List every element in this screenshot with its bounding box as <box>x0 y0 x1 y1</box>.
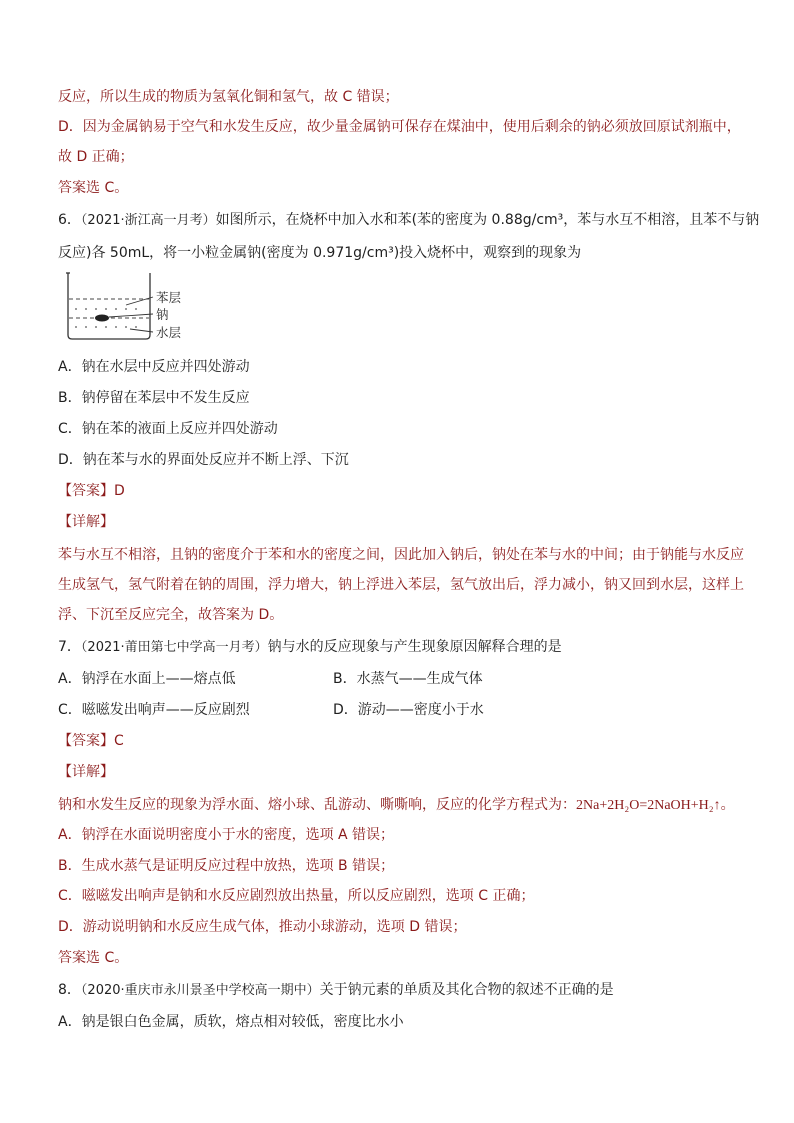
question-6-stem <box>58 210 759 231</box>
detail-heading: 【详解】 <box>58 514 114 530</box>
question-text: 如图所示，在烧杯中加入水和苯(苯的密度为 0.88g/cm³，苯与水互不相溶，且苯不与钠 <box>215 212 760 228</box>
option: A．钠浮在水面上——熔点低 <box>58 671 236 687</box>
question-number: 8． <box>58 982 81 998</box>
detail-line <box>58 795 735 816</box>
option: A．钠在水层中反应并四处游动 <box>58 359 250 375</box>
detail-line: C．嗞嗞发出响声是钠和水反应剧烈放出热量，所以反应剧烈，选项 C 正确； <box>58 888 535 904</box>
detail-line: 苯与水互不相溶，且钠的密度介于苯和水的密度之间，因此加入钠后，钠处在苯与水的中间；由于钠能与水反应 <box>58 547 744 563</box>
label-sodium: 钠 <box>156 307 169 322</box>
detail-line: 生成氢气，氢气附着在钠的周围，浮力增大，钠上浮进入苯层，氢气放出后，浮力减小，钠又回到水层，这样上 <box>58 577 744 593</box>
question-number: 7． <box>58 639 81 655</box>
answer-choice: 答案选 C。 <box>58 950 129 966</box>
beaker-figure <box>64 271 154 343</box>
answer-choice: 答案选 C。 <box>58 180 129 196</box>
detail-heading: 【详解】 <box>58 764 114 780</box>
chemical-equation: 2Na+2H₂O=2NaOH+H₂↑。 <box>576 798 735 813</box>
detail-text: 钠和水发生反应的现象为浮水面、熔小球、乱游动、嘶嘶响，反应的化学方程式为： <box>58 797 576 813</box>
detail-line: A．钠浮在水面说明密度小于水的密度，选项 A 错误； <box>58 827 395 843</box>
sodium-pointer <box>109 314 153 317</box>
detail-line: D．游动说明钠和水反应生成气体，推动小球游动，选项 D 错误； <box>58 919 467 935</box>
beaker-outline <box>68 273 150 339</box>
benzene-layer-dots <box>75 308 137 310</box>
label-water-layer: 水层 <box>156 325 182 340</box>
sodium-piece <box>95 315 109 322</box>
option: C．钠在苯的液面上反应并四处游动 <box>58 421 278 437</box>
question-source: （2021·莆田第七中学高一月考） <box>80 640 268 655</box>
option: C．嗞嗞发出响声——反应剧烈 <box>58 702 250 718</box>
solution-line: 反应，所以生成的物质为氢氧化铜和氢气，故 C 错误； <box>58 89 399 105</box>
water-layer-dots <box>75 326 137 328</box>
option: B．水蒸气——生成气体 <box>333 671 483 687</box>
detail-line: B．生成水蒸气是证明反应过程中放热，选项 B 错误； <box>58 858 395 874</box>
question-7-stem <box>58 637 562 658</box>
answer: 【答案】C <box>58 733 124 749</box>
option: D．钠在苯与水的界面处反应并不断上浮、下沉 <box>58 452 349 468</box>
option: D．游动——密度小于水 <box>333 702 484 718</box>
solution-line: 故 D 正确； <box>58 149 134 165</box>
question-text: 钠与水的反应现象与产生现象原因解释合理的是 <box>267 639 562 655</box>
solution-line: D．因为金属钠易于空气和水发生反应，故少量金属钠可保存在煤油中，使用后剩余的钠必须放回原试剂瓶中， <box>58 119 741 135</box>
question-8-stem <box>58 980 614 1001</box>
option: B．钠停留在苯层中不发生反应 <box>58 390 250 406</box>
question-number: 6． <box>58 212 81 228</box>
question-source: （2021·浙江高一月考） <box>80 213 216 228</box>
label-benzene-layer: 苯层 <box>156 290 182 305</box>
benzene-pointer <box>126 297 153 305</box>
detail-line: 浮、下沉至反应完全，故答案为 D。 <box>58 607 284 623</box>
question-text: 关于钠元素的单质及其化合物的叙述不正确的是 <box>319 982 614 998</box>
answer: 【答案】D <box>58 483 125 499</box>
question-6-stem-cont: 反应)各 50mL，将一小粒金属钠(密度为 0.971g/cm³)投入烧杯中，观察到的现象为 <box>58 245 582 261</box>
question-source: （2020·重庆市永川景圣中学校高一期中） <box>80 983 320 998</box>
option: A．钠是银白色金属，质软，熔点相对较低，密度比水小 <box>58 1014 404 1030</box>
